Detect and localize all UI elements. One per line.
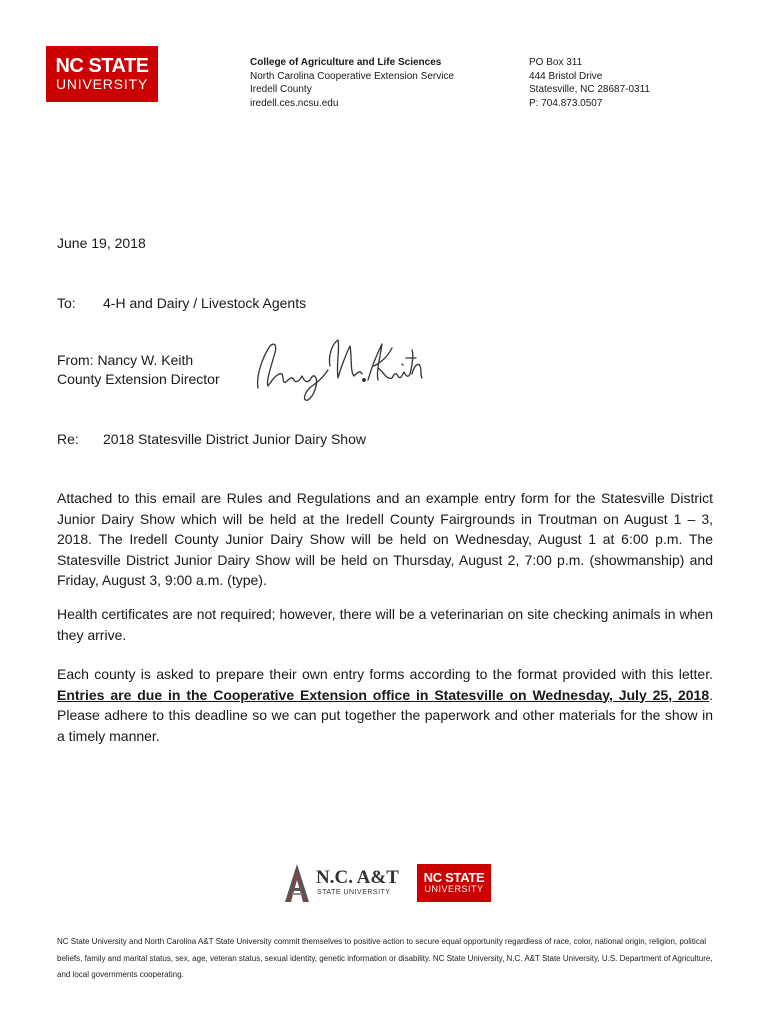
body-paragraph-3: [57, 664, 713, 746]
to-label: To:: [57, 295, 76, 311]
body-paragraph-2: Health certificates are not required; however, there will be a veterinarian on site checking animals in when they arrive.: [57, 606, 713, 643]
letter-date: June 19, 2018: [57, 235, 146, 251]
equal-opportunity-statement: NC State University and North Carolina A&T State University commit themselves to positive action to secure equal opportunity regardless of race, color, national origin, religion, political beliefs, family and marital status, sex, age, veteran status, sexual identity, genetic information or disability. NC State University, N.C. A&T State University, U.S. Department of Agriculture, and local governments cooperating.: [57, 937, 713, 979]
body-paragraph-1: Attached to this email are Rules and Regulations and an example entry form for the Statesville District Junior Dairy Show which will be held at the Iredell County Fairgrounds in Troutman on August 1 – 3, 2018. The Iredell County Junior Dairy Show will be held on Wednesday, August 1 at 6:00 p.m. The Statesville District Junior Dairy Show will be held on Thursday, August 2, 7:00 p.m. (showmanship) and Friday, August 3, 9:00 a.m. (type).: [57, 490, 713, 588]
ncat-logo: [282, 862, 399, 906]
po-box: PO Box 311: [529, 57, 583, 68]
county-name: Iredell County: [250, 84, 312, 95]
ncat-emblem-icon: [282, 862, 312, 906]
ncat-name: N.C. A&T: [316, 867, 399, 888]
paragraph-3-intro: Each county is asked to prepare their own entry forms according to the format provided with this letter.: [57, 666, 713, 682]
paragraph-3-closing: . Please adhere to this deadline so we can put together the paperwork and other materials for the show in a timely manner.: [57, 686, 713, 744]
signature-image: [252, 336, 424, 406]
to-recipients: 4-H and Dairy / Livestock Agents: [103, 295, 307, 311]
deadline-emphasis: Entries are due in the Cooperative Extension office in Statesville on Wednesday, July 25, 2018: [57, 686, 710, 703]
logo-line2: UNIVERSITY: [55, 76, 148, 92]
ncsu-logo: [46, 46, 158, 102]
college-name: College of Agriculture and Life Sciences: [250, 57, 442, 68]
ncat-subtitle: STATE UNIVERSITY: [317, 889, 391, 896]
header-address-block: [529, 56, 650, 110]
header-college-block: [250, 56, 454, 110]
from-title: County Extension Director: [57, 371, 220, 387]
phone-number: P: 704.873.0507: [529, 97, 603, 109]
website-link[interactable]: iredell.ces.ncsu.edu: [250, 97, 339, 109]
ncsu-footer-logo: [417, 864, 491, 902]
city-state-zip: Statesville, NC 28687-0311: [529, 84, 650, 95]
from-line: From: Nancy W. Keith: [57, 352, 194, 368]
footer-logo-line2: UNIVERSITY: [424, 884, 484, 894]
logo-line1: NC STATE: [55, 55, 149, 77]
extension-service: North Carolina Cooperative Extension Service: [250, 70, 454, 82]
re-label: Re:: [57, 431, 79, 447]
re-subject: 2018 Statesville District Junior Dairy Show: [103, 431, 366, 447]
street-address: 444 Bristol Drive: [529, 70, 603, 82]
footer-logo-line1: NC STATE: [423, 870, 485, 885]
